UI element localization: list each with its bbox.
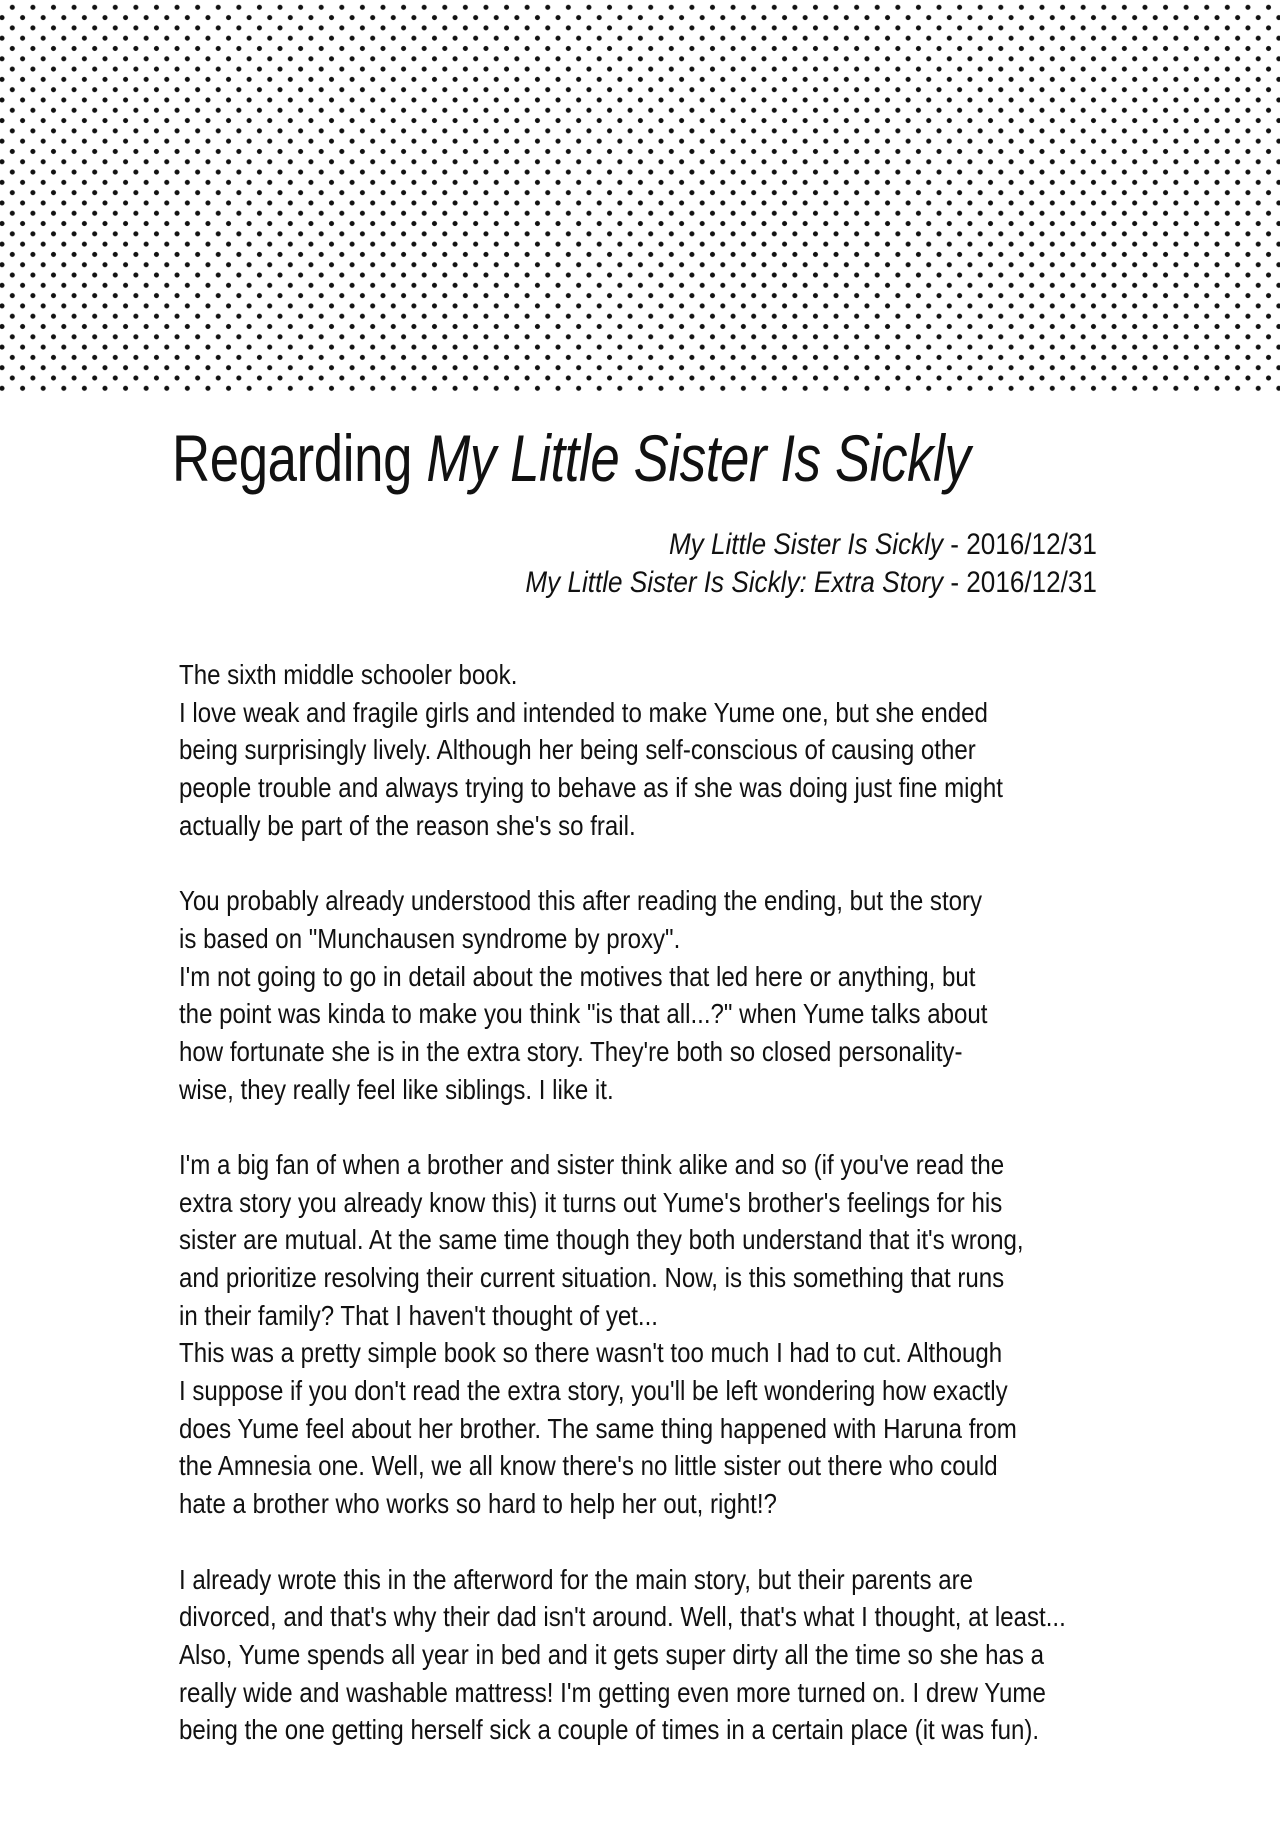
text-line: in their family? That I haven't thought of yet... — [179, 1299, 658, 1331]
release-line — [525, 568, 1097, 598]
text-line: wise, they really feel like siblings. I like it. — [179, 1073, 614, 1105]
text-line: I'm a big fan of when a brother and sister think alike and so (if you've read the — [179, 1148, 1005, 1180]
text-line: I'm not going to go in detail about the motives that led here or anything, but — [179, 960, 976, 992]
text-line: actually be part of the reason she's so frail. — [179, 809, 636, 841]
release-date: - 2016/12/31 — [943, 528, 1097, 561]
text-line: I suppose if you don't read the extra story, you'll be left wondering how exactly — [179, 1375, 1008, 1407]
release-name: My Little Sister Is Sickly: Extra Story — [525, 566, 944, 599]
text-line: people trouble and always trying to behave as if she was doing just fine might — [179, 772, 1003, 804]
text-line: divorced, and that's why their dad isn't around. Well, that's what I thought, at least... — [179, 1601, 1066, 1633]
paragraph — [179, 656, 1066, 844]
text-line: I love weak and fragile girls and intended to make Yume one, but she ended — [179, 696, 988, 728]
text-line: is based on "Munchausen syndrome by proxy". — [179, 922, 681, 954]
release-name: My Little Sister Is Sickly — [669, 528, 944, 561]
text-line: Also, Yume spends all year in bed and it gets super dirty all the time so she has a — [179, 1638, 1044, 1670]
text-line: really wide and washable mattress! I'm getting even more turned on. I drew Yume — [179, 1676, 1046, 1708]
paragraph — [179, 1561, 1066, 1749]
text-line: The sixth middle schooler book. — [179, 659, 518, 690]
page-title — [172, 421, 971, 495]
text-line: how fortunate she is in the extra story. They're both so closed personality- — [179, 1035, 963, 1067]
release-date: - 2016/12/31 — [943, 566, 1097, 599]
text-line: This was a pretty simple book so there wasn't too much I had to cut. Although — [179, 1337, 1003, 1369]
text-line: being surprisingly lively. Although her being self-conscious of causing other — [179, 734, 976, 766]
text-line: and prioritize resolving their current situation. Now, is this something that runs — [179, 1262, 1005, 1293]
release-line — [669, 530, 1097, 560]
afterword-body — [179, 656, 1066, 1749]
text-line: being the one getting herself sick a couple of times in a certain place (it was fun). — [179, 1714, 1040, 1746]
text-line: sister are mutual. At the same time though they both understand that it's wrong, — [179, 1224, 1024, 1256]
text-line: I already wrote this in the afterword for the main story, but their parents are — [179, 1563, 973, 1595]
text-line: extra story you already know this) it turns out Yume's brother's feelings for his — [179, 1186, 1003, 1218]
text-line: the point was kinda to make you think "is that all...?" when Yume talks about — [179, 998, 988, 1030]
text-line: the Amnesia one. Well, we all know there's no little sister out there who could — [179, 1450, 998, 1482]
text-line: does Yume feel about her brother. The same thing happened with Haruna from — [179, 1412, 1017, 1444]
paragraph — [179, 882, 1066, 1108]
paragraph — [179, 1146, 1066, 1523]
title-prefix: Regarding — [172, 421, 427, 495]
text-line: hate a brother who works so hard to help her out, right!? — [179, 1488, 777, 1520]
text-line: You probably already understood this after reading the ending, but the story — [179, 885, 983, 917]
halftone-dot-pattern — [0, 0, 1280, 392]
title-work-name: My Little Sister Is Sickly — [426, 421, 971, 495]
